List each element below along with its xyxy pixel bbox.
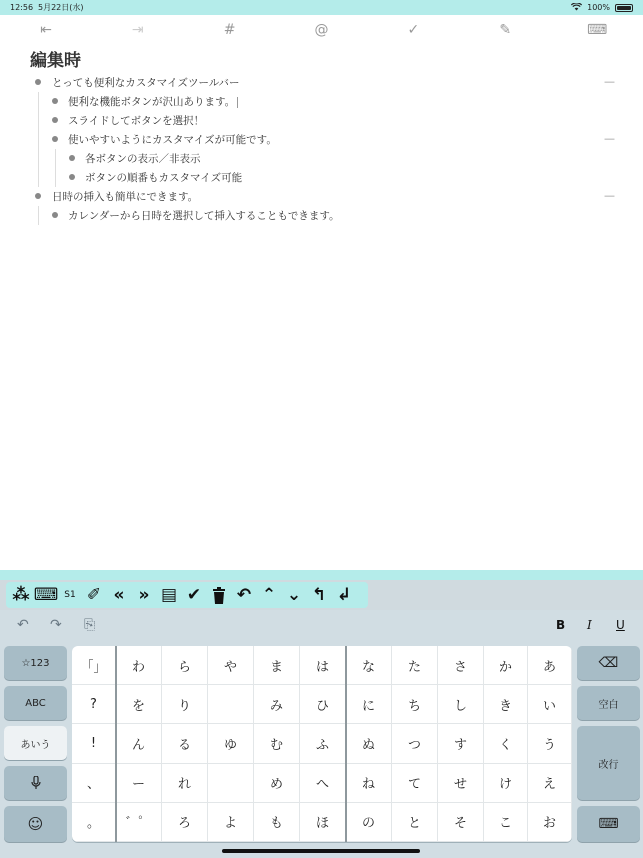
bullet-icon[interactable] — [52, 136, 58, 142]
kana-key[interactable]: ? — [72, 685, 116, 724]
wifi-icon — [571, 3, 582, 13]
return-key[interactable]: 改行 — [577, 726, 640, 800]
kana-key[interactable]: ひ — [300, 685, 346, 724]
kana-key[interactable]: ん — [116, 724, 162, 763]
blank-key — [208, 764, 254, 803]
kana-key[interactable]: ろ — [162, 803, 208, 842]
kana-key[interactable]: も — [254, 803, 300, 842]
bold-button[interactable]: B — [556, 618, 566, 632]
kana-key[interactable]: え — [528, 764, 572, 803]
list-item-text[interactable]: とっても便利なカスタマイズツールバー — [52, 77, 240, 89]
double-right-icon[interactable]: » — [138, 585, 150, 605]
list-item-text[interactable]: カレンダーから日時を選択して挿入することもできます。 — [68, 210, 340, 222]
kana-key[interactable]: へ — [300, 764, 346, 803]
list-item[interactable] — [30, 130, 617, 149]
kana-key[interactable]: み — [254, 685, 300, 724]
outline-list — [30, 73, 617, 225]
kana-key[interactable]: せ — [438, 764, 484, 803]
kana-key[interactable]: ゛゜ — [116, 803, 162, 842]
kana-key[interactable]: ゆ — [208, 724, 254, 763]
kana-key-grid — [72, 646, 572, 842]
dismiss-keyboard-icon[interactable]: ⌨ — [577, 806, 640, 842]
accessory-strip — [0, 570, 643, 580]
kana-key[interactable]: り — [162, 685, 208, 724]
kana-key[interactable]: い — [528, 685, 572, 724]
hashtag-icon[interactable]: # — [223, 22, 236, 38]
bullet-icon[interactable] — [52, 117, 58, 123]
kana-key[interactable]: は — [300, 646, 346, 685]
list-item[interactable] — [30, 206, 617, 225]
outline-document — [30, 46, 617, 225]
abc-key[interactable]: ABC — [4, 686, 67, 720]
kana-key[interactable]: を — [116, 685, 162, 724]
kana-key[interactable]: る — [162, 724, 208, 763]
undo-icon[interactable]: ↶ — [236, 585, 252, 605]
move-down-icon[interactable]: ⌄ — [286, 585, 302, 605]
bullet-icon[interactable] — [35, 79, 41, 85]
italic-button[interactable]: I — [587, 618, 592, 632]
kana-key[interactable]: あ — [528, 646, 572, 685]
kana-key[interactable]: こ — [484, 803, 528, 842]
kana-key[interactable]: 「」 — [72, 646, 116, 685]
battery-percent: 100% — [587, 3, 610, 12]
list-item-text[interactable]: 便利な機能ボタンが沢山あります。 — [68, 94, 238, 109]
compose-icon[interactable]: ✎ — [499, 22, 512, 38]
trash-icon[interactable] — [208, 584, 230, 606]
bullet-icon[interactable] — [35, 193, 41, 199]
kana-key[interactable]: 、 — [72, 764, 116, 803]
kana-key[interactable]: す — [438, 724, 484, 763]
collapse-icon[interactable]: — — [604, 75, 615, 88]
set-label[interactable]: S1 — [64, 590, 76, 600]
settings-dots-icon[interactable]: ⁂ — [12, 585, 30, 605]
kana-key[interactable]: む — [254, 724, 300, 763]
list-item-text[interactable]: ボタンの順番もカスタマイズ可能 — [85, 172, 243, 184]
kana-key[interactable]: そ — [438, 803, 484, 842]
status-date: 5月22日(水) — [38, 3, 84, 12]
kana-key[interactable]: ぬ — [346, 724, 392, 763]
kana-key[interactable]: お — [528, 803, 572, 842]
kana-key[interactable]: と — [392, 803, 438, 842]
numbers-key[interactable]: ☆123 — [4, 646, 67, 680]
indent-icon[interactable]: ⇥ — [131, 22, 144, 38]
move-up-icon[interactable]: ⌃ — [261, 585, 277, 605]
blank-key — [208, 685, 254, 724]
outdent-arrow-icon[interactable]: ↰ — [311, 585, 327, 605]
delete-icon[interactable]: ⌫ — [577, 646, 640, 680]
double-left-icon[interactable]: « — [113, 585, 125, 605]
hide-keyboard-icon[interactable]: ⌨ — [33, 585, 59, 605]
keyboard-shortcut-bar — [0, 610, 643, 642]
kana-key[interactable]: の — [346, 803, 392, 842]
collapse-icon[interactable]: — — [604, 132, 615, 145]
kana-key[interactable]: な — [346, 646, 392, 685]
kana-key[interactable]: め — [254, 764, 300, 803]
list-item-text[interactable]: 使いやすいようにカスタマイズが可能です。 — [68, 134, 277, 146]
kana-key[interactable]: れ — [162, 764, 208, 803]
list-item[interactable] — [30, 187, 617, 206]
kana-key[interactable]: さ — [438, 646, 484, 685]
kana-key[interactable]: わ — [116, 646, 162, 685]
bullet-icon[interactable] — [69, 174, 75, 180]
bullet-icon[interactable] — [52, 98, 58, 104]
kana-key[interactable]: ち — [392, 685, 438, 724]
kana-key[interactable]: ね — [346, 764, 392, 803]
checkmark-icon[interactable]: ✓ — [407, 22, 420, 38]
list-item[interactable] — [30, 92, 617, 111]
home-indicator — [222, 849, 420, 853]
kana-key[interactable]: か — [484, 646, 528, 685]
list-item[interactable] — [30, 73, 617, 92]
list-item-text[interactable]: スライドしてボタンを選択！ — [68, 115, 205, 127]
redo-icon[interactable]: ↷ — [50, 617, 62, 633]
text-caret — [237, 97, 238, 108]
microphone-icon[interactable] — [4, 766, 67, 800]
custom-toolbar-buttons[interactable] — [6, 582, 368, 608]
key-divider — [345, 646, 347, 842]
kana-key[interactable]: け — [484, 764, 528, 803]
status-bar — [0, 0, 643, 15]
kana-key[interactable]: 。 — [72, 803, 116, 842]
battery-icon — [615, 4, 633, 12]
kana-key[interactable]: よ — [208, 803, 254, 842]
kana-key[interactable]: あいう — [4, 726, 67, 760]
kana-key[interactable]: に — [346, 685, 392, 724]
custom-toolbar — [0, 580, 643, 610]
kana-key[interactable]: う — [528, 724, 572, 763]
kana-key[interactable]: ほ — [300, 803, 346, 842]
kana-key[interactable]: つ — [392, 724, 438, 763]
kana-key[interactable]: て — [392, 764, 438, 803]
bullet-icon[interactable] — [52, 212, 58, 218]
collapse-icon[interactable]: — — [604, 189, 615, 202]
status-time: 12:56 — [10, 3, 34, 12]
list-item[interactable] — [30, 168, 617, 187]
list-item[interactable] — [30, 111, 617, 130]
emoji-icon[interactable]: ☺ — [4, 806, 67, 842]
list-item-text[interactable]: 各ボタンの表示／非表示 — [85, 153, 201, 165]
kana-key[interactable]: ー — [116, 764, 162, 803]
kana-key[interactable]: き — [484, 685, 528, 724]
keyboard-icon[interactable]: ⌨ — [586, 22, 608, 38]
underline-button[interactable]: U — [616, 618, 625, 632]
eraser-icon[interactable]: ✐ — [86, 585, 102, 605]
page-title[interactable]: 編集時 — [30, 51, 81, 71]
list-item-text[interactable]: 日時の挿入も簡単にできます。 — [52, 191, 199, 203]
kana-key[interactable]: ら — [162, 646, 208, 685]
kana-key[interactable]: ふ — [300, 724, 346, 763]
paste-icon[interactable]: ⎘ — [84, 617, 96, 633]
undo-icon[interactable]: ↶ — [17, 617, 29, 633]
japanese-keyboard — [0, 610, 643, 858]
document-icon[interactable]: ▤ — [160, 585, 178, 605]
kana-key[interactable]: し — [438, 685, 484, 724]
kana-key[interactable]: ! — [72, 724, 116, 763]
bullet-icon[interactable] — [69, 155, 75, 161]
space-key[interactable]: 空白 — [577, 686, 640, 720]
check-circle-icon[interactable]: ✔ — [186, 585, 202, 605]
kana-key[interactable]: ま — [254, 646, 300, 685]
kana-key[interactable]: た — [392, 646, 438, 685]
list-item[interactable] — [30, 149, 617, 168]
key-divider — [115, 646, 117, 842]
kana-key[interactable]: や — [208, 646, 254, 685]
indent-arrow-icon[interactable]: ↲ — [336, 585, 352, 605]
mention-icon[interactable]: @ — [314, 22, 329, 38]
outdent-icon[interactable]: ⇤ — [40, 22, 52, 38]
kana-key[interactable]: く — [484, 724, 528, 763]
editor-toolbar — [0, 18, 643, 42]
